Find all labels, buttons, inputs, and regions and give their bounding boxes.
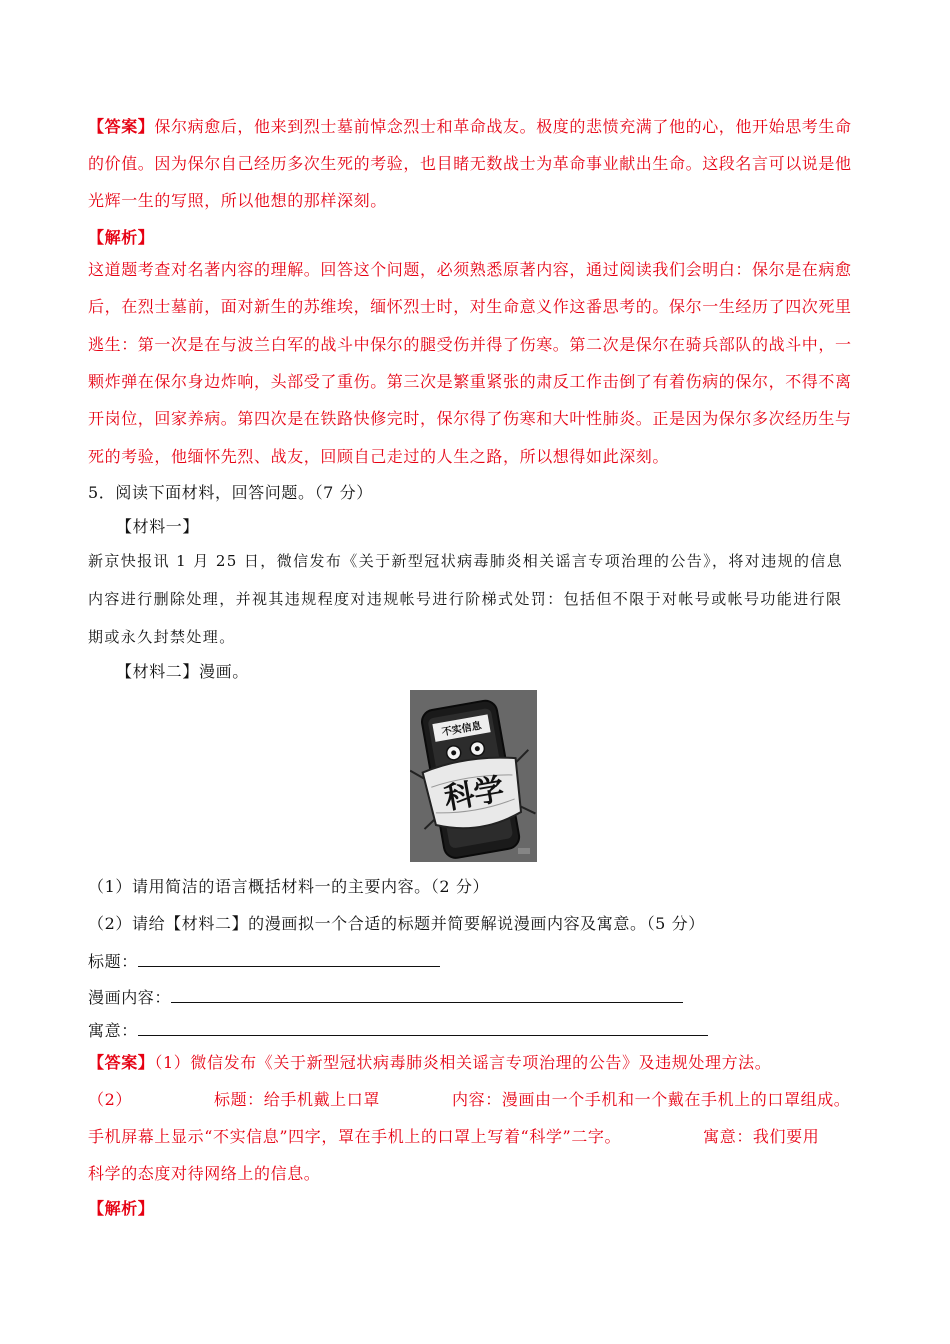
meaning-answer-blank[interactable] (138, 1018, 708, 1036)
answer-1-line-3: 光辉一生的写照，所以他想的那样深刻。 (88, 191, 387, 210)
answer-1-line-1: 【答案】保尔病愈后，他来到烈士墓前悼念烈士和革命战友。极度的悲愤充满了他的心，他开始思考生命 (88, 117, 852, 136)
question-5-stem: 5．阅读下面材料，回答问题。（7 分） (88, 483, 373, 502)
analysis-1-line-6: 死的考验，他缅怀先烈、战友，回顾自己走过的人生之路，所以想得如此深刻。 (88, 447, 670, 466)
content-field-label: 漫画内容： (88, 988, 172, 1007)
analysis-1-line-4: 颗炸弹在保尔身边炸响，头部受了重伤。第三次是繁重紧张的肃反工作击倒了有着伤病的保尔，不得不离 (88, 372, 852, 391)
meaning-field-label: 寓意： (88, 1021, 138, 1040)
answer-2-line-3: 手机屏幕上显示“不实信息”四字，罩在手机上的口罩上写着“科学”二字。 寓意：我们要用 (88, 1127, 820, 1146)
analysis-1-line-2: 后，在烈士墓前，面对新生的苏维埃，缅怀烈士时，对生命意义作这番思考的。保尔一生经历了四次死里 (88, 297, 852, 316)
answer-1-line-2: 的价值。因为保尔自己经历多次生死的考验，也目睹无数战士为革命事业献出生命。这段名言可以说是他 (88, 154, 852, 173)
cartoon-phone-mask-image (410, 690, 537, 862)
title-answer-blank[interactable] (138, 949, 440, 967)
material-1-line-1: 新京快报讯 1 月 25 日，微信发布《关于新型冠状病毒肺炎相关谣言专项治理的公告》，将对违规的信息 (88, 552, 844, 570)
meaning-field-row (88, 1018, 708, 1042)
answer-2-tag: 【答案】 (88, 1053, 155, 1072)
material-1-line-2: 内容进行删除处理，并视其违规程度对违规帐号进行阶梯式处罚：包括但不限于对帐号或帐号功能进行限 (88, 590, 843, 608)
analysis-1-line-1: 这道题考查对名著内容的理解。回答这个问题，必须熟悉原著内容，通过阅读我们会明白：保尔是在病愈 (88, 260, 852, 279)
title-field-row (88, 949, 440, 973)
answer-2-line-1: 【答案】（1）微信发布《关于新型冠状病毒肺炎相关谣言专项治理的公告》及违规处理方法。 (88, 1053, 772, 1072)
analysis-2-tag: 【解析】 (88, 1199, 155, 1218)
cartoon-screen-text: 不实信息 (441, 720, 483, 739)
content-field-row (88, 985, 683, 1009)
material-1-line-3: 期或永久封禁处理。 (88, 628, 236, 646)
material-2-label: 【材料二】漫画。 (116, 662, 249, 681)
cartoon-mask-text: 科学 (441, 771, 507, 817)
answer-tag: 【答案】 (88, 117, 155, 136)
analysis-1-line-5: 开岗位，回家养病。第四次是在铁路快修完时，保尔得了伤寒和大叶性肺炎。正是因为保尔多次经历生与 (88, 409, 852, 428)
analysis-1-line-3: 逃生：第一次是在与波兰白军的战斗中保尔的腿受伤并得了伤寒。第二次是保尔在骑兵部队的战斗中，一 (88, 335, 852, 354)
analysis-tag: 【解析】 (88, 228, 155, 247)
content-answer-blank[interactable] (171, 985, 683, 1003)
answer-2-line-4: 科学的态度对待网络上的信息。 (88, 1164, 321, 1183)
answer-2-line-2: （2） 标题：给手机戴上口罩 内容：漫画由一个手机和一个戴在手机上的口罩组成。 (88, 1090, 851, 1109)
material-1-label: 【材料一】 (116, 517, 200, 536)
sub-question-2: （2）请给【材料二】的漫画拟一个合适的标题并简要解说漫画内容及寓意。（5 分） (88, 914, 705, 933)
title-field-label: 标题： (88, 952, 138, 971)
sub-question-1: （1）请用简洁的语言概括材料一的主要内容。（2 分） (88, 877, 490, 896)
